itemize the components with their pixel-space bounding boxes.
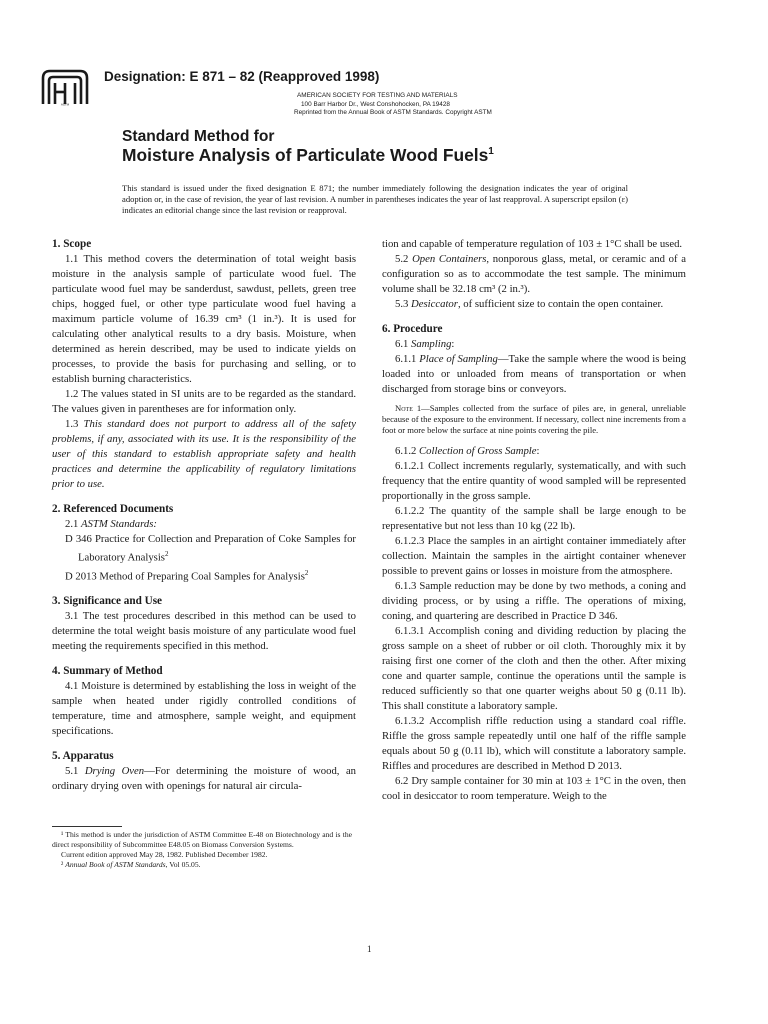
para-2-1 xyxy=(52,517,356,532)
left-column xyxy=(52,237,356,794)
section-2-heading: 2. Referenced Documents xyxy=(52,503,174,515)
para-5-1-text: —For determining the moisture of wood, an ordinary drying oven with openings for natural air circula- xyxy=(52,765,357,793)
title-line-2 xyxy=(122,145,494,166)
para-6-1-1 xyxy=(382,352,686,397)
section-6-heading: 6. Procedure xyxy=(382,323,443,335)
section-5-heading: 5. Apparatus xyxy=(52,750,114,763)
para-6-1-3: 6.1.3 Sample reduction may be done by two methods, a coning and dividing process, or by using a riffle. The operations of mixing, coning, and quartering are described in Practice D 346. xyxy=(382,580,686,622)
para-5-1-ital: Drying Oven xyxy=(84,765,145,778)
para-5-1 xyxy=(52,764,356,794)
reference-d2013-sup: 2 xyxy=(304,568,309,577)
para-6-1-2 xyxy=(382,444,686,459)
para-5-1-cont: tion and capable of temperature regulation of 103 ± 1°C shall be used. xyxy=(382,238,683,250)
reference-d346 xyxy=(52,532,356,566)
para-6-1-1-text: —Take the sample where the wood is being loaded into or unloaded from means of transportation or when discharged from storage bins or conveyors. xyxy=(382,353,686,395)
para-6-1-2-3: 6.1.2.3 Place the samples in an airtight container immediately after collection. Maintain the samples in the airtight container whenever possible to prevent gains or losses in moisture from the atmosphere. xyxy=(382,535,686,577)
para-5-3 xyxy=(382,297,686,312)
logo-text: ASTM xyxy=(60,102,70,106)
para-5-3-ital: Desiccator xyxy=(411,298,458,310)
footnote-2-text: , Vol 05.05. xyxy=(165,860,201,869)
org-info xyxy=(294,92,492,118)
reference-d346-sup: 2 xyxy=(164,550,169,558)
note-1 xyxy=(382,403,686,436)
footnote-2-mark: ² xyxy=(61,860,66,869)
section-3-heading: 3. Significance and Use xyxy=(52,595,163,608)
para-2-1-num: 2.1 xyxy=(65,518,82,530)
para-6-1-2-num: 6.1.2 xyxy=(395,445,420,457)
para-2-1-text: ASTM Standards: xyxy=(81,518,157,530)
page-number: 1 xyxy=(367,944,372,954)
intro-paragraph: This standard is issued under the fixed designation E 871; the number immediately following the designation indicates the year of original adoption or, in the case of revision, the year of last revision. A number in parentheses indicates the year of last reapproval. A superscript epsilon (ε) indicates an editorial change since the last revision or reapproval. xyxy=(122,183,628,215)
para-6-1-ital: Sampling xyxy=(411,338,452,350)
para-1-3-num: 1.3 xyxy=(65,418,84,430)
reference-d346-text: D 346 Practice for Collection and Preparation of Coke Samples for Laboratory Analysis xyxy=(65,533,356,564)
footnotes xyxy=(52,830,352,870)
para-6-1-1-ital: Place of Sampling xyxy=(419,353,498,365)
para-6-1 xyxy=(382,337,686,352)
note-1-label: Note 1 xyxy=(395,403,422,413)
para-5-3-num: 5.3 xyxy=(395,298,412,310)
para-1-3 xyxy=(52,417,356,492)
para-1-2: 1.2 The values stated in SI units are to be regarded as the standard. The values given in parentheses are for information only. xyxy=(52,388,356,415)
para-6-1-2-text: : xyxy=(536,445,540,457)
para-5-1-num: 5.1 xyxy=(65,765,85,778)
para-6-1-2-1: 6.1.2.1 Collect increments regularly, systematically, and with such frequency that the entire quantity of wood sampled will be represented proportionally in the gross sample. xyxy=(382,460,686,502)
note-1-text: —Samples collected from the surface of piles are, in general, unreliable because of the exposure to the environment. If necessary, collect nine increments from a foot or more below the surface at nine points covering the pile. xyxy=(382,403,686,435)
para-1-1: 1.1 This method covers the determination of total weight basis moisture in the analysis sample of particulate wood fuel. The particulate wood fuel may be sanderdust, sawdust, pellets, green tree chips, hogged fuel, or other type particulate wood fuel having a maximum particle volume of 16.39 cm³ (1 in.³). It is used for calculating other analytical results to a dry basis. Moisture, when determined as herein described, may be used to indicate yields on processes, to provide the basis for purchasing and selling, or to establish burning characteristics. xyxy=(52,253,356,385)
section-1-heading: 1. Scope xyxy=(52,238,92,250)
para-3-1: 3.1 The test procedures described in this method can be used to determine the total weight basis moisture of any particulate wood fuel meeting the requirements specified in this method. xyxy=(52,610,356,653)
org-line-2: 100 Barr Harbor Dr., West Conshohocken, PA 19428 xyxy=(301,100,450,108)
para-5-2-ital: Open Containers xyxy=(412,253,487,265)
para-6-2: 6.2 Dry sample container for 30 min at 103 ± 1°C in the oven, then cool in desiccator to room temperature. Weigh to the xyxy=(382,775,686,802)
footnote-2 xyxy=(52,860,352,870)
designation: Designation: E 871 – 82 (Reapproved 1998) xyxy=(104,69,380,84)
para-1-3-text: This standard does not purport to address all of the safety problems, if any, associated with its use. It is the responsibility of the user of this standard to establish appropriate safety and health practices and determine the applicability of regulatory limitations prior to use. xyxy=(52,418,357,490)
right-column xyxy=(382,237,686,804)
footnote-2-ital: Annual Book of ASTM Standards xyxy=(65,860,166,869)
para-5-3-text: , of sufficient size to contain the open container. xyxy=(457,298,664,310)
reference-d2013-text: D 2013 Method of Preparing Coal Samples for Analysis xyxy=(65,570,305,583)
para-4-1: 4.1 Moisture is determined by establishing the loss in weight of the sample when heated under rigidly controlled conditions of temperature, time and atmosphere, sample weight, and equipment specifications. xyxy=(52,680,356,738)
org-line-3: Reprinted from the Annual Book of ASTM Standards. Copyright ASTM xyxy=(294,109,492,117)
para-6-1-1-num: 6.1.1 xyxy=(395,353,420,365)
astm-logo xyxy=(40,68,90,106)
section-4-heading: 4. Summary of Method xyxy=(52,665,163,678)
title-footnote-mark: 1 xyxy=(488,146,494,157)
title-text: Moisture Analysis of Particulate Wood Fuels xyxy=(122,145,489,165)
para-6-1-3-1: 6.1.3.1 Accomplish coning and dividing reduction by placing the gross sample on a sheet of rubber or oil cloth. Thoroughly mix it by raising first one corner of the cloth and then the other. After mixing cone and quarter sample, continue the operations until the sample is reduced sufficiently so that one quarter weighs about 50 g (0.11 lb). This shall constitute a laboratory sample. xyxy=(382,625,686,712)
footnote-rule xyxy=(52,826,122,827)
para-5-2-num: 5.2 xyxy=(395,253,413,265)
para-6-1-3-2: 6.1.3.2 Accomplish riffle reduction using a standard coal riffle. Riffle the gross sample repeatedly until one half of the riffle sample equals about 50 g (0.11 lb), which will constitute a laboratory sample. Riffles and procedures are described in Method D 2013. xyxy=(382,715,686,772)
para-5-2 xyxy=(382,252,686,297)
reference-d2013 xyxy=(52,566,356,585)
para-6-1-2-ital: Collection of Gross Sample xyxy=(419,445,537,457)
para-5-2-text: , nonporous glass, metal, or ceramic and of a configuration so as to accommodate the test sample. The minimum volume shall be 32.18 cm³ (2 in.³). xyxy=(382,253,687,295)
para-6-1-num: 6.1 xyxy=(395,338,412,350)
para-6-1-text: : xyxy=(451,338,455,350)
title-line-1: Standard Method for xyxy=(122,128,275,145)
org-line-1: AMERICAN SOCIETY FOR TESTING AND MATERIALS xyxy=(297,92,458,99)
footnote-1: ¹ This method is under the jurisdiction of ASTM Committee E-48 on Biotechnology and is the direct responsibility of Subcommittee E48.05 on Biomass Conversion Systems. xyxy=(52,830,352,849)
footnote-1b: Current edition approved May 28, 1982. Published December 1982. xyxy=(61,850,268,859)
para-6-1-2-2: 6.1.2.2 The quantity of the sample shall be large enough to be representative but not less than 10 kg (22 lb). xyxy=(382,505,686,532)
